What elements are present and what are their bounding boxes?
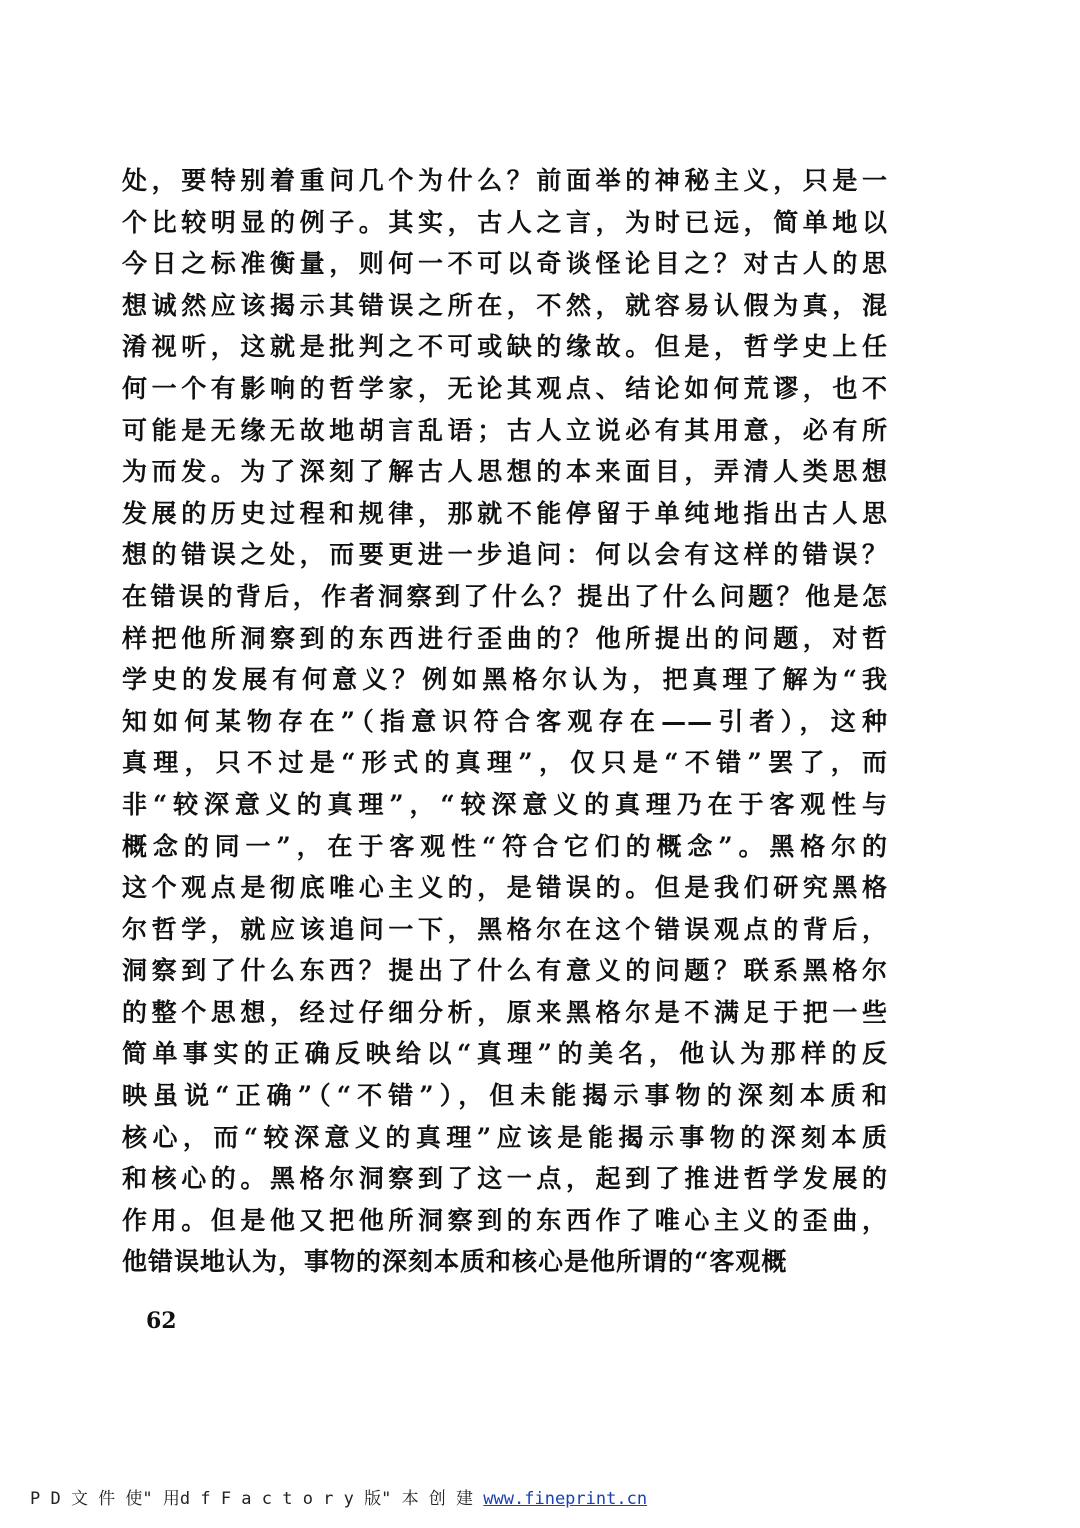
text-line: 映虽说“正确”（“不错”），但未能揭示事物的深刻本质和 [122,1081,888,1111]
text-line: 想诚然应该揭示其错误之所在，不然，就容易认假为真，混 [122,290,888,320]
text-line: 在错误的背后，作者洞察到了什么？提出了什么问题？他是怎 [122,581,888,611]
text-line: 非“较深意义的真理”，“较深意义的真理乃在于客观性与 [122,789,888,819]
text-line: 可能是无缘无故地胡言乱语；古人立说必有其用意，必有所 [122,415,888,445]
text-line: 作用。但是他又把他所洞察到的东西作了唯心主义的歪曲， [122,1205,888,1235]
page-number: 62 [146,1308,177,1334]
text-line: 概念的同一”，在于客观性“符合它们的概念”。黑格尔的 [122,831,888,861]
text-line: 样把他所洞察到的东西进行歪曲的？他所提出的问题，对哲 [122,623,888,653]
fineprint-link[interactable]: www.fineprint.cn [483,1489,648,1509]
text-line: 为而发。为了深刻了解古人思想的本来面目，弄清人类思想 [122,457,888,487]
pdf-footer-watermark [30,1484,647,1509]
text-line: 和核心的。黑格尔洞察到了这一点，起到了推进哲学发展的 [122,1164,888,1194]
text-line: 这个观点是彻底唯心主义的，是错误的。但是我们研究黑格 [122,873,888,903]
body-text [122,160,888,1283]
text-line: 知如何某物存在”（指意识符合客观存在——引者），这种 [122,706,888,736]
text-line: 尔哲学，就应该追问一下，黑格尔在这个错误观点的背后， [122,914,888,944]
text-line: 今日之标准衡量，则何一不可以奇谈怪论目之？对古人的思 [122,249,888,279]
text-line: 学史的发展有何意义？例如黑格尔认为，把真理了解为“我 [122,665,888,695]
text-line: 何一个有影响的哲学家，无论其观点、结论如何荒谬，也不 [122,373,888,403]
text-line: 他错误地认为，事物的深刻本质和核心是他所谓的“客观概 [122,1247,788,1277]
text-line: 洞察到了什么东西？提出了什么有意义的问题？联系黑格尔 [122,956,888,986]
text-line: 的整个思想，经过仔细分析，原来黑格尔是不满足于把一些 [122,997,888,1027]
text-line: 处，要特别着重问几个为什么？前面举的神秘主义，只是一 [122,166,888,195]
text-line: 真理，只不过是“形式的真理”，仅只是“不错”罢了，而 [122,748,888,778]
text-line: 简单事实的正确反映给以“真理”的美名，他认为那样的反 [122,1039,888,1069]
text-line: 核心，而“较深意义的真理”应该是能揭示事物的深刻本质 [122,1122,888,1152]
text-line: 淆视听，这就是批判之不可或缺的缘故。但是，哲学史上任 [122,332,888,362]
text-line: 想的错误之处，而要更进一步追问：何以会有这样的错误？ [122,540,888,570]
watermark-text: P D 文 件 使" 用d f F a c t o r y 版" 本 创 建 [30,1489,474,1509]
text-line: 发展的历史过程和规律，那就不能停留于单纯地指出古人思 [122,498,888,528]
text-line: 个比较明显的例子。其实，古人之言，为时已远，简单地以 [122,207,888,237]
